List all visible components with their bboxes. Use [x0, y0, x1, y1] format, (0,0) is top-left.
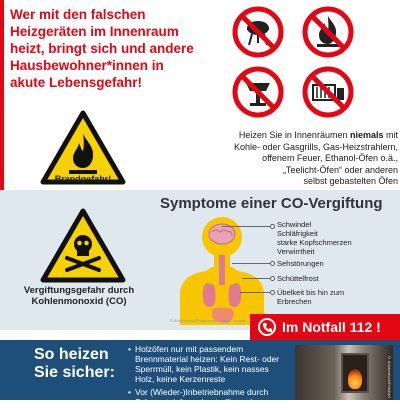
- symptom-leader-line: [240, 292, 272, 293]
- left-accent-stripe: [0, 0, 4, 190]
- emergency-banner: [250, 314, 400, 340]
- radiator-prohibited-icon: [302, 66, 354, 118]
- headline-line: akute Lebensgefahr!: [10, 75, 143, 90]
- heating-tip-item: • Holzöfen nur mit passendem Brennmaterial heizen: Kein Rest- oder Sperrmüll, kein Plastik, kein nasses Holz, keine Kerzenreste: [128, 344, 288, 384]
- emergency-label: Im Notfall 112 !: [282, 319, 381, 335]
- headline-line: heizt, bringt sich und andere: [10, 41, 194, 56]
- symptom-marker: [270, 276, 275, 281]
- heating-tips-title: [34, 346, 115, 382]
- stove-flame: [348, 369, 362, 389]
- headline-line: Wer mit den falschen: [10, 7, 146, 22]
- phone-icon: [258, 318, 276, 336]
- heating-text-line: Kohle- oder Gasgrills, Gas-Heizstrahlern,: [233, 141, 398, 152]
- symptom-eyes-label: Sehstörungen: [277, 259, 324, 268]
- symptom-text: Schläfrigkeit: [277, 229, 318, 238]
- symptom-leader-line: [242, 278, 272, 279]
- heating-text-line: „Teelicht-Öfen“ oder anderen: [282, 164, 398, 175]
- symptom-stomach-label: [277, 288, 344, 306]
- symptom-head-label: [277, 220, 352, 256]
- symptom-text: starke Kopfschmerzen: [277, 238, 352, 247]
- symptom-marker: [270, 224, 275, 229]
- symptom-marker: [270, 290, 275, 295]
- heating-tips-title-line: So heizen: [34, 346, 109, 363]
- heating-text-line: offenem Feuer, Ethanol-Öfen o.ä.,: [262, 153, 398, 163]
- grill-prohibited-icon: [232, 6, 284, 58]
- human-body-illustration: [172, 217, 272, 325]
- symptom-text: Erbrechen: [277, 297, 312, 306]
- headline-line: Heizgeräten im Innenraum: [10, 24, 179, 39]
- symptom-text: Übelkeit bis hin zum: [277, 288, 345, 297]
- heating-tips-title-line: Sie sicher:: [34, 364, 115, 381]
- image-copyright: © Adobestock/Photoroman, Image: unspla…: [170, 318, 249, 323]
- heater-prohibited-icon: [232, 66, 284, 118]
- heating-text-line: Heizen Sie in Innenräumen niemals mit: [238, 130, 398, 140]
- heating-tips-list: [128, 344, 288, 410]
- heating-warning-text: [218, 130, 398, 188]
- toxic-caption-line: Kohlenmonoxid (CO): [31, 296, 127, 307]
- headline-line: Hausbewohner*innen in: [10, 58, 164, 73]
- toxic-warning-icon: [40, 208, 126, 284]
- wood-stove-photo: [295, 345, 393, 400]
- symptom-leader-line: [232, 263, 272, 264]
- fire-warning-caption: Brandgefahr!: [54, 174, 112, 184]
- symptom-text: Verwirrtheit: [277, 247, 315, 256]
- toxic-warning-caption: [6, 285, 152, 307]
- symptom-leader-line: [222, 226, 272, 227]
- co-symptoms-title: Symptome einer CO-Vergiftung: [160, 195, 383, 212]
- heating-tip-item: • Vor (Wieder-)Inbetriebnahme durch Schornsteinfeger kontrollieren lassen: [128, 387, 288, 407]
- headline: [10, 6, 220, 91]
- fire-prohibited-icon: [302, 6, 354, 58]
- symptom-chest-label: Schüttelfrost: [277, 274, 319, 283]
- symptom-marker: [270, 261, 275, 266]
- symptom-text: Schwindel: [277, 220, 312, 229]
- heating-text-line: selbst gebastelten Öfen: [303, 176, 398, 186]
- toxic-caption-line: Vergiftungsgefahr durch: [23, 285, 135, 296]
- photo-credit: © Adobestock/Fotobart: [387, 355, 392, 398]
